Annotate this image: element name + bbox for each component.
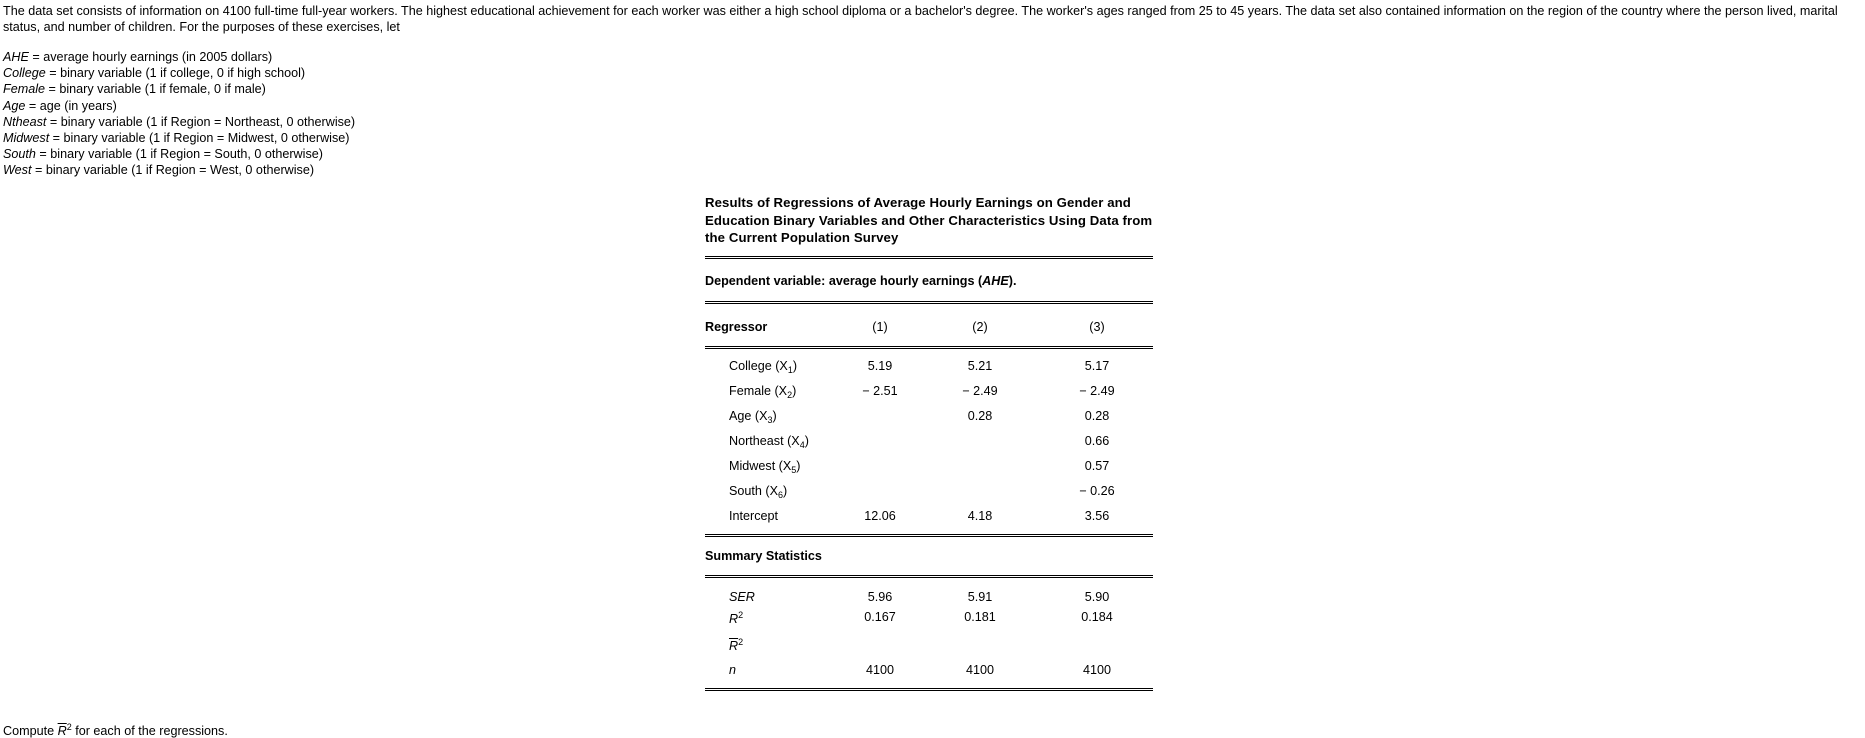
divider [705, 256, 1153, 259]
row-label: Age $(X_3)$ [729, 409, 777, 425]
definition-college: College = binary variable (1 if college, 0 if high school) [3, 66, 306, 81]
cell-value: − 2.51 [862, 384, 898, 398]
cell-value: 5.17 [1084, 359, 1110, 373]
cell-value: 4100 [965, 663, 995, 677]
cell-value: 0.28 [1084, 409, 1110, 423]
divider [705, 534, 1153, 537]
cell-value: 0.184 [1081, 610, 1113, 624]
cell-value: 4.18 [967, 509, 993, 523]
row-label: $R^2$ [729, 610, 744, 626]
row-label: n [729, 663, 737, 677]
table-title: Results of Regressions of Average Hourly Earnings on Gender and Education Binary Variables and Other Characteristics Using Data from the Current Population Survey [705, 195, 1153, 245]
row-label: South $(X_6)$ [729, 484, 788, 500]
cell-value: − 0.26 [1079, 484, 1115, 498]
cell-value: 5.96 [867, 590, 893, 604]
definition-west: West = binary variable (1 if Region = West, 0 otherwise) [3, 163, 315, 178]
cell-value: 3.56 [1084, 509, 1110, 523]
cell-value: 12.06 [864, 509, 896, 523]
divider [705, 301, 1153, 304]
table-row [705, 590, 1153, 608]
row-label: Northeast $(X_4)$ [729, 434, 809, 450]
definition-age: Age = age (in years) [3, 98, 117, 113]
table-row [705, 509, 1153, 527]
cell-value: 5.21 [967, 359, 993, 373]
table-row [705, 637, 1153, 655]
cell-value: 0.167 [864, 610, 896, 624]
definition-ahe: AHE = average hourly earnings (in 2005 dollars) [3, 50, 273, 64]
header-col-1: (1) [872, 320, 888, 334]
row-label: Midwest $(X_5)$ [729, 459, 801, 475]
cell-value: 0.66 [1084, 434, 1110, 448]
table-row [705, 484, 1153, 502]
header-col-3: (3) [1089, 320, 1105, 334]
row-label: Intercept [729, 509, 779, 523]
variable-definitions [3, 49, 355, 179]
header-regressor: Regressor [705, 320, 768, 334]
dependent-variable-note: Dependent variable: average hourly earnings (AHE). [705, 274, 1017, 288]
cell-value: − 2.49 [962, 384, 998, 398]
table-row [705, 610, 1153, 628]
row-label: SER [729, 590, 755, 604]
table-row [705, 434, 1153, 452]
intro-paragraph: The data set consists of information on 4100 full-time full-year workers. The highest educational achievement for each worker was either a high school diploma or a bachelor's degree. The worker's ages ranged from 25 to 45 years. The data set also contained information on the region of the country where the person lived, marital status, and number of children. For the purposes of these exercises, let [3, 4, 1838, 34]
divider [705, 688, 1153, 691]
row-label: College $(X_1)$ [729, 359, 798, 375]
header-col-2: (2) [972, 320, 988, 334]
table-row [705, 459, 1153, 477]
summary-statistics-heading: Summary Statistics [705, 549, 822, 563]
row-label: $\overline{R}^2$ [729, 637, 744, 653]
table-row [705, 409, 1153, 427]
regression-results-table [705, 194, 1153, 677]
definition-south: South = binary variable (1 if Region = South, 0 otherwise) [3, 147, 323, 162]
question-prompt: Compute $\overline{R}^2$ for each of the regressions. [3, 722, 228, 738]
definition-ntheast: Ntheast = binary variable (1 if Region = Northeast, 0 otherwise) [3, 114, 356, 129]
table-row [705, 663, 1153, 681]
cell-value: 5.90 [1084, 590, 1110, 604]
row-label: Female $(X_2)$ [729, 384, 797, 400]
cell-value: 4100 [1082, 663, 1112, 677]
divider [705, 346, 1153, 349]
definition-female: Female = binary variable (1 if female, 0 if male) [3, 82, 266, 97]
cell-value: 0.28 [967, 409, 993, 423]
cell-value: 4100 [865, 663, 895, 677]
definition-midwest: Midwest = binary variable (1 if Region = Midwest, 0 otherwise) [3, 131, 350, 146]
table-row [705, 359, 1153, 377]
cell-value: 5.19 [867, 359, 893, 373]
cell-value: 0.181 [964, 610, 996, 624]
table-row [705, 384, 1153, 402]
cell-value: 0.57 [1084, 459, 1110, 473]
divider [705, 575, 1153, 578]
cell-value: − 2.49 [1079, 384, 1115, 398]
cell-value: 5.91 [967, 590, 993, 604]
